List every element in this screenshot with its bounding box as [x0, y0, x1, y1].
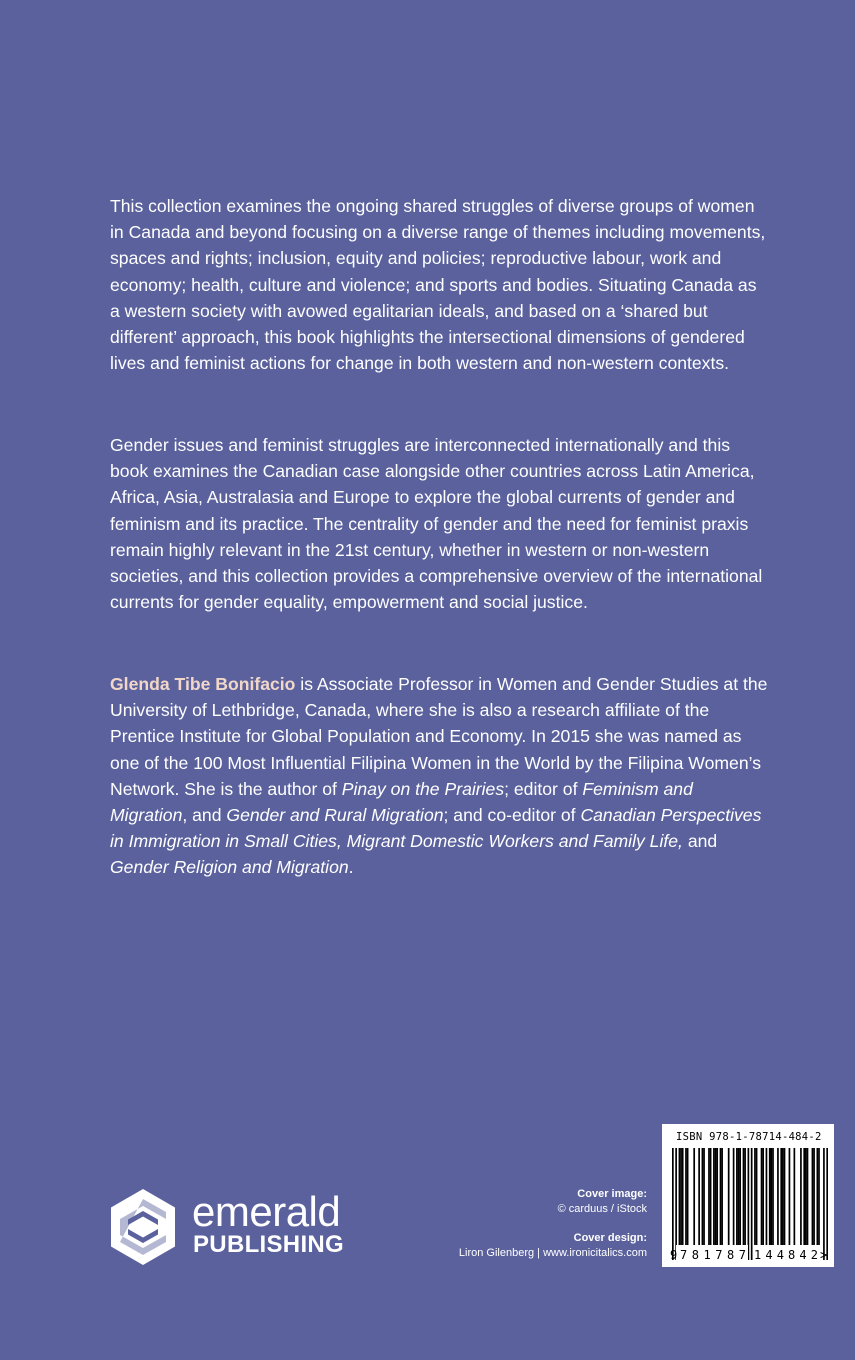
- book-title: Feminism and Migration: [110, 778, 693, 826]
- barcode-bar: [713, 1148, 715, 1248]
- barcode-bar: [789, 1148, 791, 1248]
- barcode-bar: [685, 1148, 687, 1248]
- barcode-bar: [736, 1148, 738, 1248]
- barcode-bar: [769, 1148, 771, 1248]
- barcode-bar: [812, 1148, 814, 1248]
- barcode-right-group: 144842: [754, 1248, 818, 1262]
- author-bio-text: , and: [182, 805, 227, 826]
- barcode-bar: [782, 1148, 784, 1248]
- logo-wordmark-publishing: PUBLISHING: [193, 1231, 345, 1258]
- barcode-bar: [687, 1148, 689, 1248]
- barcode-bar: [715, 1148, 717, 1248]
- barcode-bar: [739, 1148, 741, 1248]
- barcode-bar: [703, 1148, 705, 1248]
- book-title: Pinay on the Prairies: [341, 778, 505, 799]
- barcode-bar: [777, 1148, 779, 1248]
- barcode-bar: [708, 1148, 710, 1248]
- barcode-bar: [818, 1148, 820, 1248]
- cover-design-credit: Liron Gilenberg | www.ironicitalics.com: [458, 1247, 647, 1259]
- author-bio-text: .: [348, 857, 354, 878]
- barcode-bar: [675, 1148, 677, 1260]
- cover-design-label: Cover design:: [573, 1232, 647, 1244]
- author-bio-text: ; and co-editor of: [443, 805, 581, 826]
- book-title: Gender and Rural Migration: [226, 805, 444, 826]
- barcode-bar: [716, 1148, 718, 1248]
- barcode-bar: [682, 1148, 684, 1248]
- author-bio: [110, 671, 770, 881]
- barcode-bar: [800, 1148, 802, 1248]
- isbn-label: ISBN 978-1-78714-484-2: [676, 1131, 822, 1143]
- description-paragraph-2: Gender issues and feminist struggles are interconnected internationally and this book examines the Canadian case alongside other countries across Latin America, Africa, Asia, Australasia and Europe to explore the global currents of gender and feminism and its practice. The centrality of gender and the need for feminist praxis remain highly relevant in the 21st century, whether in western or non-western societies, and this collection provides a comprehensive overview of the international currents for gender equality, empowerment and social justice.: [110, 435, 763, 613]
- barcode-bar: [672, 1148, 674, 1260]
- barcode-bar: [702, 1148, 704, 1248]
- barcode-bar: [771, 1148, 773, 1248]
- barcode-bars: [672, 1148, 828, 1260]
- barcode-bar: [738, 1148, 740, 1248]
- barcode-bar: [721, 1148, 723, 1248]
- barcode-bar: [744, 1148, 746, 1248]
- barcode-bar: [733, 1148, 735, 1248]
- barcode-bar: [807, 1148, 809, 1248]
- barcode-bar: [720, 1148, 722, 1248]
- barcode-bar: [794, 1148, 796, 1248]
- barcode-bar: [761, 1148, 763, 1248]
- barcode-bar: [679, 1148, 681, 1248]
- emerald-hexagon-icon: [108, 1187, 178, 1267]
- cover-image-label: Cover image:: [577, 1188, 647, 1200]
- barcode-bar: [784, 1148, 786, 1248]
- author-bio-text: and: [682, 831, 718, 852]
- book-title: Gender Religion and Migration: [110, 857, 349, 878]
- logo-wordmark-emerald: emerald: [192, 1188, 341, 1235]
- barcode-bar: [728, 1148, 730, 1248]
- barcode-bar: [803, 1148, 805, 1248]
- barcode-bar: [762, 1148, 764, 1248]
- barcode-bar: [693, 1148, 695, 1248]
- barcode-bar: [766, 1148, 768, 1248]
- cover-image-credit: © carduus / iStock: [557, 1203, 647, 1215]
- barcode-bar: [680, 1148, 682, 1248]
- barcode-bar: [813, 1148, 815, 1248]
- emerald-publishing-logo: [108, 1187, 358, 1267]
- barcode-bar: [698, 1148, 700, 1248]
- barcode-first-digit: 9: [670, 1248, 678, 1262]
- barcode-bar: [772, 1148, 774, 1248]
- barcode-bar: [756, 1148, 758, 1248]
- barcode-bar: [805, 1148, 807, 1248]
- author-bio-text: is Associate Professor in Women and Gender Studies at the University of Lethbridge, Canada, where she is also a research affiliate of the Prentice Institute for Global Population and Economy. In 2015 she was named as one of the 100 Most Influential Filipina Women in the World by the Filipina Women’s Network. She is the author of: [110, 674, 768, 799]
- description-paragraph-1: This collection examines the ongoing shared struggles of diverse groups of women in Canada and beyond focusing on a diverse range of themes including movements, spaces and rights; inclusion, equity and policies; reproductive labour, work and economy; health, culture and violence; and sports and bodies. Situating Canada as a western society with avowed egalitarian ideals, and based on a ‘shared but different’ approach, this book highlights the intersectional dimensions of gendered lives and feminist actions for change in both western and non-western contexts.: [110, 196, 766, 374]
- book-title: Canadian Perspectives in Immigration in Small Cities, Migrant Domestic Workers and Family Life,: [110, 805, 762, 852]
- barcode-bar: [780, 1148, 782, 1248]
- barcode-bar: [817, 1148, 819, 1248]
- barcode-bar: [826, 1148, 828, 1260]
- barcode-bar: [751, 1148, 753, 1260]
- barcode-bar: [748, 1148, 750, 1260]
- barcode-left-group: 781787: [680, 1248, 746, 1262]
- barcode-quiet-mark: >: [820, 1248, 828, 1262]
- cover-credits: [459, 1187, 647, 1261]
- barcode-digits: [668, 1245, 828, 1263]
- isbn-barcode: [662, 1124, 834, 1267]
- author-name: Glenda Tibe Bonifacio: [110, 674, 296, 694]
- author-bio-text: ; editor of: [504, 778, 583, 799]
- barcode-bar: [754, 1148, 756, 1248]
- barcode-bar: [743, 1148, 745, 1248]
- barcode-bar: [823, 1148, 825, 1260]
- barcode-bar: [710, 1148, 712, 1248]
